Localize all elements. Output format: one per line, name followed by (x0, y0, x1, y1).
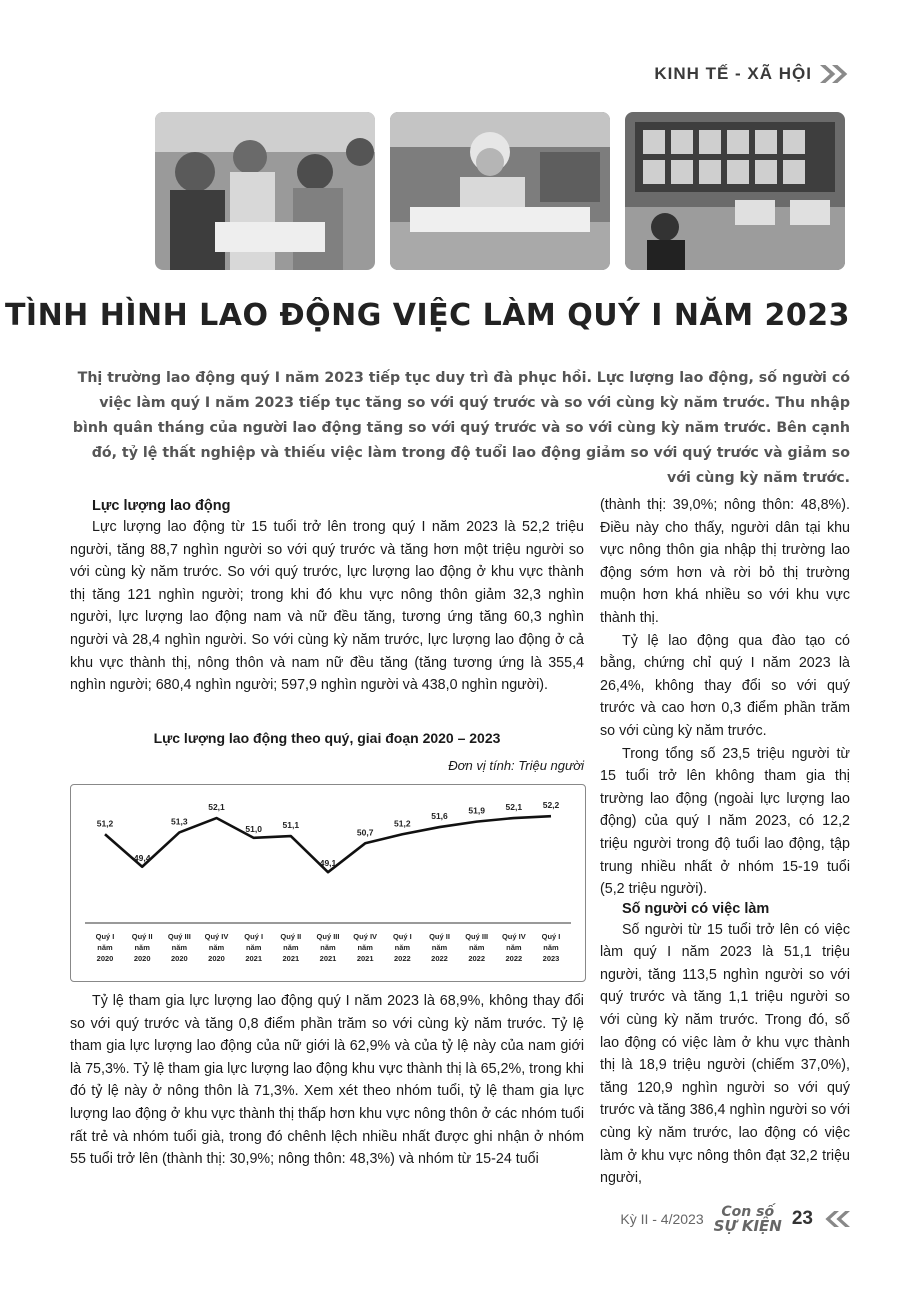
issue-label: Kỳ II - 4/2023 (620, 1211, 704, 1227)
data-label: 51,6 (431, 811, 448, 822)
x-tick-label: 2020 (96, 954, 114, 963)
x-tick-label: Quý I (244, 932, 264, 941)
factory-worker-photo (390, 112, 610, 270)
x-tick-label: năm (357, 943, 373, 952)
x-tick-label: năm (320, 943, 336, 952)
paragraph: Số người từ 15 tuổi trở lên có việc làm quý I năm 2023 là 51,1 triệu người, tăng 113,5 nghìn người so với quý trước và tăng 1,1 triệu người so với cùng kỳ năm trước. Trong đó, số lao động có việc làm ở khu vực thành thị là 18,9 triệu người (chiếm 37,0%), tăng 120,9 nghìn người so với quý trước và tăng 386,4 nghìn người so với cùng kỳ năm trước, lao động có việc làm ở khu vực nông thôn đạt 32,2 triệu người, (600, 921, 850, 1187)
chart-svg (71, 785, 585, 981)
data-label: 51,0 (245, 823, 262, 834)
x-tick-label: Quý IV (353, 932, 378, 941)
x-tick-label: 2020 (170, 954, 188, 963)
x-tick-label: năm (208, 943, 225, 952)
paragraph: Trong tổng số 23,5 triệu người từ 15 tuổi trở lên không tham gia thị trường lao động (ngoài lực lượng lao động) của quý I năm 2023, có 12,2 triệu người trong độ tuổi lao động, tập trung nhiều nhất ở nhóm 15-19 tuổi (5,2 triệu người). (600, 745, 850, 898)
x-tick-label: năm (431, 943, 448, 952)
data-label: 51,2 (394, 818, 411, 829)
page-footer (620, 1205, 850, 1233)
data-label: 49,1 (319, 858, 337, 869)
x-tick-label: 2021 (356, 954, 374, 963)
x-tick-label: Quý III (465, 932, 489, 941)
x-tick-label: Quý II (131, 932, 153, 941)
x-tick-label: 2022 (431, 954, 448, 963)
data-label: 52,1 (505, 802, 523, 813)
x-tick-label: Quý II (429, 932, 450, 941)
chart-unit: Đơn vị tính: Triệu người (448, 758, 584, 773)
paragraph: Tỷ lệ lao động qua đào tạo có bằng, chứng chỉ quý I năm 2023 là 26,4%, không thay đổi so với quý trước và cao hơn 0,3 điểm phần trăm so với cùng kỳ năm trước. (600, 632, 850, 739)
x-tick-label: 2020 (133, 954, 151, 963)
section-label: KINH TẾ - XÃ HỘI (654, 64, 812, 83)
paragraph: (thành thị: 39,0%; nông thôn: 48,8%). Điều này cho thấy, người dân tại khu vực nông thôn gia nhập thị trường lao động sớm hơn và rời bỏ thị trường muộn hơn khá nhiều so với khu vực thành thị. (600, 497, 850, 626)
x-tick-label: Quý IV (501, 932, 526, 941)
left-column-top (70, 498, 584, 697)
x-tick-label: năm (134, 943, 150, 952)
x-tick-label: năm (171, 943, 188, 952)
article-lead: Thị trường lao động quý I năm 2023 tiếp tục duy trì đà phục hồi. Lực lượng lao động, số người có việc làm quý I năm 2023 tiếp tục tăng so với quý trước và so với cùng kỳ năm trước. Thu nhập bình quân tháng của người lao động tăng so với quý trước và so với cùng kỳ năm trước. Bên cạnh đó, tỷ lệ thất nghiệp và thiếu việc làm trong độ tuổi lao động giảm so với quý trước và giảm so với cùng kỳ năm trước. (72, 370, 850, 487)
data-label: 51,3 (171, 816, 188, 827)
x-tick-label: Quý IV (204, 932, 229, 941)
x-tick-label: Quý III (316, 932, 340, 941)
double-chevron-right-icon (820, 65, 850, 83)
section-heading-labor-force: Lực lượng lao động (92, 498, 231, 514)
magazine-logo (714, 1205, 782, 1233)
section-header (654, 64, 850, 84)
logo-top: Con số (721, 1204, 775, 1220)
data-label: 52,1 (208, 802, 225, 813)
x-tick-label: 2023 (542, 954, 560, 963)
x-tick-label: 2022 (505, 954, 523, 963)
x-tick-label: 2022 (468, 954, 486, 963)
data-label: 52,2 (542, 800, 560, 811)
article-title: TÌNH HÌNH LAO ĐỘNG VIỆC LÀM QUÝ I NĂM 2023 (4, 298, 850, 333)
paragraph: Tỷ lệ tham gia lực lượng lao động quý I năm 2023 là 68,9%, không thay đổi so với quý trước và tăng 0,8 điểm phần trăm so với cùng kỳ năm trước. Tỷ lệ tham gia lực lượng lao động của nữ giới là 62,9% và của tỷ lệ này của nam giới là 75,3%. Tỷ lệ tham gia lực lượng lao động khu vực thành thị là 65,2%, trong khi đó tỷ lệ này ở nông thôn là 71,3%. Xem xét theo nhóm tuổi, tỷ lệ tham gia lực lượng lao động ở khu vực thành thị thấp hơn khu vực nông thôn ở các nhóm tuổi rất trẻ và nhóm tuổi già, trong đó chênh lệch nhiều nhất được ghi nhận ở nhóm 55 tuổi trở lên (thành thị: 30,9%; nông thôn: 48,3%) và nhóm từ 15-24 tuổi (70, 993, 584, 1168)
x-tick-label: 2021 (245, 954, 263, 963)
paragraph: Lực lượng lao động từ 15 tuổi trở lên trong quý I năm 2023 là 52,2 triệu người, tăng 88,7 nghìn người so với quý trước và tăng hơn một triệu người so với cùng kỳ năm trước. So với quý trước, lực lượng lao động ở khu vực thành thị tăng 121 nghìn người; trong khi đó khu vực nông thôn giảm 32,3 nghìn người, lực lượng lao động nam và nữ đều tăng, tương ứng tăng 60,3 nghìn người và 28,4 nghìn người. So với cùng kỳ năm trước, lực lượng lao động ở cả khu vực thành thị, nông thôn và nam nữ đều tăng (tăng tương ứng là 355,4 nghìn người; 680,4 nghìn người; 597,9 nghìn người và 438,0 nghìn người). (70, 519, 584, 694)
data-label: 50,7 (356, 827, 374, 838)
x-tick-label: năm (394, 943, 411, 952)
office-photo (625, 112, 845, 270)
x-tick-label: 2020 (208, 954, 225, 963)
x-tick-label: Quý I (95, 932, 115, 941)
x-tick-label: năm (543, 943, 559, 952)
job-fair-photo (155, 112, 375, 270)
x-tick-label: 2021 (319, 954, 337, 963)
data-label: 51,1 (282, 820, 300, 831)
x-tick-label: Quý III (167, 932, 191, 941)
double-chevron-left-icon (823, 1211, 850, 1227)
page-number: 23 (791, 1208, 813, 1229)
x-tick-label: năm (506, 943, 522, 952)
chart-title: Lực lượng lao động theo quý, giai đoạn 2020 – 2023 (153, 730, 501, 746)
right-column (600, 494, 850, 1190)
x-tick-label: năm (283, 943, 299, 952)
x-tick-label: năm (468, 943, 485, 952)
x-tick-label: Quý II (280, 932, 302, 941)
logo-bottom: SỰ KIỆN (713, 1217, 782, 1235)
left-column-bottom (70, 990, 584, 1171)
section-heading-employed: Số người có việc làm (622, 900, 770, 917)
x-tick-label: năm (97, 943, 113, 952)
labor-force-chart (70, 784, 586, 982)
data-label: 51,2 (96, 818, 114, 829)
data-label: 51,9 (468, 805, 485, 816)
x-tick-label: 2021 (282, 954, 300, 963)
x-tick-label: Quý I (392, 932, 412, 941)
x-tick-label: Quý I (541, 932, 561, 941)
x-tick-label: 2022 (393, 954, 411, 963)
x-tick-label: năm (245, 943, 262, 952)
data-label: 49,4 (133, 852, 151, 863)
